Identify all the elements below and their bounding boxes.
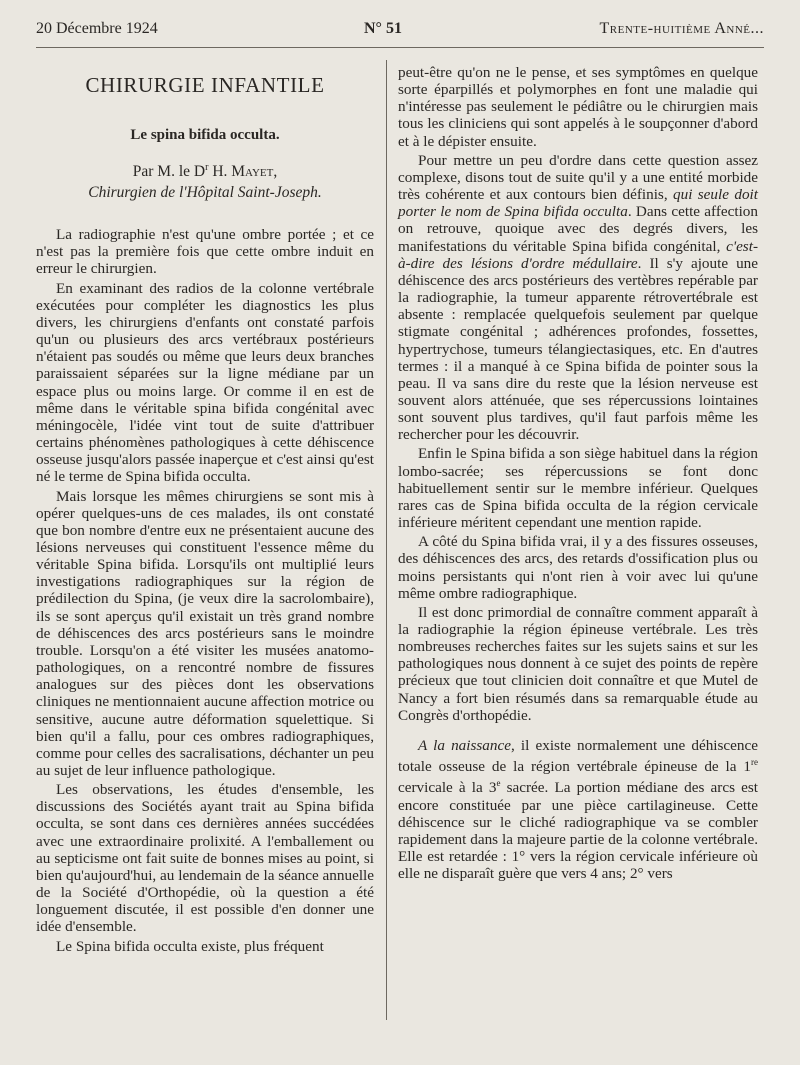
- text-run: , il existe normalement une déhiscence totale osseuse de la région vertébrale épineuse de la 1: [398, 736, 758, 776]
- running-head: [36, 20, 764, 42]
- superscript: re: [751, 757, 758, 768]
- emphasis: qui seule doit porter le nom de Spina bifida occulta: [398, 186, 758, 221]
- byline-sup: r: [205, 162, 209, 173]
- issue-date: 20 Décembre 1924: [36, 20, 158, 37]
- article-title: Le spina bifida occulta.: [130, 127, 280, 143]
- issue-number: N° 51: [364, 20, 402, 37]
- author-name: H. Mayet,: [212, 163, 278, 181]
- paragraph: Les observations, les études d'ensemble, les discussions des Sociétés ayant trait au Spina bifida occulta, se sont dans ces dernières années succédées avec une extraordinaire prolixité. A l'emballement ou au septicisme ont fait suite de bonnes mises au point, si bien qu'aujourd'hui, au lendemain de la séance annuelle de la Société d'Orthopédie, où la question a été longuement discutée, il est possible d'en donner une idée d'ensemble.: [36, 781, 374, 936]
- author-affiliation: Chirurgien de l'Hôpital Saint-Joseph.: [88, 184, 322, 202]
- paragraph: La radiographie n'est qu'une ombre portée ; et ce n'est pas la première fois que cette ombre induit en erreur le chirurgien.: [36, 226, 374, 278]
- text-run: cervicale à la 3: [398, 779, 497, 797]
- text-run: . Il s'y ajoute une déhiscence des arcs postérieurs des vertèbres repérable par la radiographie, la tumeur apparente rétrovertébrale est absente : remplacée quelquefois seulement par quelque stigmate congénital ; adhérences profondes, fossettes, hypertrychose, tumeurs télangiectasiques, etc. En d'autres termes : il a manqué à ce Spina bifida de pointer sous la peau. Il va sans dire du reste que la lésion nerveuse est souvent alors atténuée, que ses répercussions lointaines sont souvent plus tardives, qu'il faut parfois même les rechercher pour les découvrir.: [398, 254, 758, 444]
- emphasis: c'est-à-dire des lésions d'ordre médullaire: [398, 237, 758, 272]
- volume-year: Trente-huitième Anné...: [599, 20, 764, 37]
- text-run: Pour mettre un peu d'ordre dans cette question assez complexe, disons tout de suite qu'il y a une entité morbide très cohérente et aux contours bien définis,: [398, 151, 758, 204]
- superscript: e: [496, 778, 501, 789]
- paragraph: [398, 152, 758, 444]
- column-rule: [386, 60, 387, 1020]
- paragraph: Mais lorsque les mêmes chirurgiens se sont mis à opérer quelques-uns de ces malades, ils ont constaté que bon nombre d'entre eux ne présentaient aucune des lésions nerveuses qui constituent l'essence même du véritable Spina bifida. Lorsqu'ils ont multiplié leurs investigations radiographiques sur la région de prédilection du Spina, (je veux dire la sacrolombaire), ils se sont aperçus qu'il existait un très grand nombre de déhiscences des arcs postérieurs sans le moindre trouble. Lorsqu'on a été visiter les musées anatomo-pathologiques, on a rencontré nombre de fissures analogues sur des pièces dont les observations cliniques ne mentionnaient aucune affection motrice ou sensitive, aucune autre déformation squelettique. Si bien qu'il a fallu, pour ces ombres radiographiques, comme pour celles des sacralisations, déchanter un peu au sujet de leur influence pathologique.: [36, 487, 374, 779]
- emphasis: A la naissance: [418, 736, 511, 754]
- text-run: . Dans cette affection on retrouve, quoique avec des degrés divers, les manifestations du véritable Spina bifida congénital,: [398, 203, 758, 255]
- paragraph: A côté du Spina bifida vrai, il y a des fissures osseuses, des déhiscences des arcs, des retards d'ossification plus ou moins persistants qui n'ont rien à voir avec lui qu'une même ombre radiographique.: [398, 533, 758, 602]
- paragraph: peut-être qu'on ne le pense, et ses symptômes en quelque sorte éparpillés et polymorphes en font une maladie qui n'intéresse pas seulement le pédiâtre ou le chirurgien mais tous les cliniciens qui sont appelés à le soupçonner d'abord et à le dépister ensuite.: [398, 64, 758, 150]
- right-column: [398, 64, 758, 884]
- paragraph: En examinant des radios de la colonne vertébrale exécutées pour compléter les diagnostics les plus divers, les chirurgiens d'enfants ont constaté parfois qu'un ou plusieurs des arcs vertébraux postérieurs n'étaient pas soudés ou même que leurs deux branches paraissaient séparées sur la ligne médiane par un espace plus ou moins large. Or comme il en est de même dans le véritable spina bifida congénital avec méningocèle, l'idée vint tout de suite d'attribuer certains phénomènes pathologiques à cette déhiscence osseuse jusqu'alors passée inaperçue et c'est ainsi qu'est né le terme de Spina bifida occulta.: [36, 279, 374, 486]
- paragraph: [398, 737, 758, 882]
- header-rule: [36, 47, 764, 48]
- byline: [36, 158, 374, 181]
- paragraph: Il est donc primordial de connaître comment apparaît à la radiographie la région épineuse vertébrale. Les très nombreuses recherches faites sur les sujets sains et sur les pathologiques nous donnent à ce sujet des points de repère précieux que tout clinicien doit connaître et que Mutel de Nancy a fort bien résumés dans sa remarquable étude au Congrès d'orthopédie.: [398, 603, 758, 724]
- paragraph: Le Spina bifida occulta existe, plus fréquent: [56, 937, 324, 955]
- section-title: CHIRURGIE INFANTILE: [85, 73, 325, 97]
- byline-prefix: Par M. le D: [132, 163, 206, 181]
- left-column: [36, 62, 374, 957]
- text-run: sacrée. La portion médiane des arcs est encore constituée par une pièce cartilagineuse. Cette déhiscence sur le cliché radiographique va se combler rapidement dans la majeure partie de la colonne vertébrale. Elle est retardée : 1° vers la région cervicale inférieure où elle ne disparaît guère que vers 4 ans; 2° vers: [398, 779, 758, 883]
- paragraph: Enfin le Spina bifida a son siège habituel dans la région lombo-sacrée; ses répercussions se font donc habituellement sentir sur le membre inférieur. Quelques rares cas de Spina bifida occulta de la région cervicale inférieure méritent cependant une mention rapide.: [398, 445, 758, 532]
